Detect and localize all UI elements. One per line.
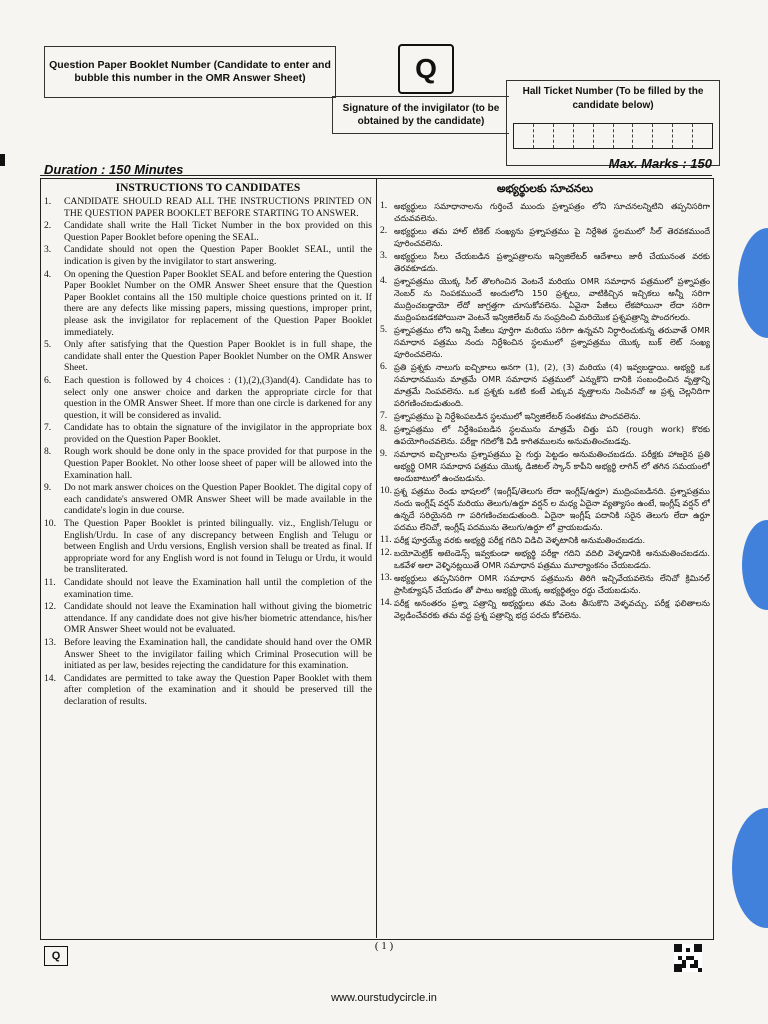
instruction-number: 14. bbox=[44, 672, 56, 684]
instruction-number: 8. bbox=[380, 423, 388, 434]
instruction-text: Candidate shall write the Hall Ticket Number in the box provided on this Question Paper Booklet before opening the SEAL. bbox=[64, 220, 372, 243]
instruction-item bbox=[380, 250, 710, 274]
ink-stain bbox=[738, 228, 768, 338]
signature-label: Signature of the invigilator (to be obtained by the candidate) bbox=[342, 103, 500, 127]
instruction-text: Only after satisfying that the Question Paper Booklet is in full shape, the candidate shall enter the Question Paper Booklet Number on the OMR Answer Sheet. bbox=[64, 339, 372, 374]
duration: Duration : 150 Minutes bbox=[44, 162, 184, 177]
website-link[interactable]: www.ourstudycircle.in bbox=[331, 992, 437, 1004]
instruction-item bbox=[44, 601, 372, 636]
booklet-number-label: Question Paper Booklet Number (Candidate to enter and bubble this number in the OMR Answer Sheet) bbox=[49, 59, 331, 84]
instruction-text: Candidate should not open the Question Paper Booklet SEAL, until the indication is given by the invigilator to start answering. bbox=[64, 244, 372, 267]
instruction-item bbox=[380, 534, 710, 546]
instruction-text: ప్రశ్నాపత్రము యొక్క సీల్ తొలగించిన వెంటనే మరియు OMR సమాధాన పత్రములో ప్రశ్నాపత్రం నెంబర్ ను నింపకముందే అందులోని 150 ప్రశ్నలు, వాటికిచ్చిన ఇచ్చికలు అన్నీ సరిగా ముద్రించబడ్డాయో లేదో జాగ్రత్తగా చూసుకోవలెను. ఏవైనా పేజీలు లేకపోయినా లేదా సరిగా ముద్రింపబడకపోయినా వెంటనే ఇన్విజిలేటర్ ను సంప్రదించి మరియొక ప్రశ్నపత్రాన్ని పొందగలరు. bbox=[394, 276, 710, 322]
instruction-number: 13. bbox=[380, 572, 392, 583]
instruction-text: On opening the Question Paper Booklet SEAL and before entering the Question Paper Booklet Number on the OMR Answer Sheet ensure that the Question Paper Booklet contains all the 150 multiple choice questions printed on it. If there are any defects like missing papers, missing questions, improper print, please ask the invigilator for replacement of the Question Paper Booklet immediately. bbox=[64, 268, 372, 338]
footer-booklet-code: Q bbox=[44, 946, 68, 966]
instruction-number: 4. bbox=[380, 275, 388, 286]
instruction-text: Do not mark answer choices on the Question Paper Booklet. The digital copy of each candidate's answered OMR Answer Sheet will be made available in the candidate's login in due course. bbox=[64, 482, 372, 517]
instructions-title-en: INSTRUCTIONS TO CANDIDATES bbox=[115, 182, 301, 194]
instruction-number: 2. bbox=[380, 225, 388, 236]
instruction-item bbox=[380, 423, 710, 447]
instruction-item bbox=[380, 361, 710, 409]
instruction-number: 9. bbox=[44, 482, 52, 494]
instruction-item bbox=[380, 572, 710, 596]
instruction-item bbox=[44, 482, 372, 517]
instruction-item bbox=[380, 485, 710, 533]
column-divider bbox=[376, 178, 377, 938]
instruction-item bbox=[44, 577, 372, 600]
ink-stain bbox=[742, 520, 768, 610]
instruction-number: 12. bbox=[380, 547, 392, 558]
instruction-text: ప్రశ్నాపత్రము లోని అన్ని పేజీలు పూర్తిగా మరియు సరిగా ఉన్నవని నిర్ధారించుకున్న తరువాతే OMR సమాధాన పత్రము నందు నిర్దేశించిన స్థలములో ప్రశ్నాపత్రము యొక్క బుక్ లెట్ సంఖ్య పూరించవలెను. bbox=[394, 325, 710, 359]
instruction-item bbox=[380, 200, 710, 224]
instruction-item bbox=[44, 446, 372, 481]
instruction-item bbox=[380, 597, 710, 621]
instruction-text: ప్రశ్న పత్రము రెండు భాషలలో (ఇంగ్లీష్/తెలుగు లేదా ఇంగ్లీష్/ఉర్దూ) ముద్రింపబడినది. ప్రశ్నాపత్రము నందు ఇంగ్లీష్ వర్షన్ మరియు తెలుగు/ఉర్దూ వర్షన్ ల మధ్య ఏదైనా వ్యత్యాసం ఉంటే, ఇంగ్లీష్ వర్షన్ లో ఉన్నదే సరియైనది గా పరిగణించబడుతుంది. ఏదైనా ఇంగ్లీష్ పదానికి సరైన తెలుగు లేదా ఉర్దూ పదము లేనిచో, ఇంగ్లీష్ పదమును తెలుగు/ఉర్దూ లో వ్రాయబడును. bbox=[394, 486, 710, 532]
instruction-text: The Question Paper Booklet is printed bilingually. viz., English/Telugu or English/Urdu. In case of any discrepancy between English and Telugu or between English and Urdu versions, English version shall be treated as final. If appropriate word for any English word is not found in Telugu or Urdu, it would be transliterated. bbox=[64, 518, 372, 576]
instruction-text: Before leaving the Examination hall, the candidate should hand over the OMR Answer Sheet to the invigilator failing which Criminal Prosecution will be initiated as per law, besides rejecting the candidature for this examination. bbox=[64, 636, 372, 672]
instruction-number: 6. bbox=[44, 374, 52, 386]
instruction-text: Candidate should not leave the Examination hall without giving the biometric attendance. If any candidate does not give his/her biometric attendance, his/her OMR Answer Sheet would not be evaluated. bbox=[64, 601, 372, 636]
instruction-text: ప్రశ్నాపత్రము లో నిర్దేశింపబడిన స్థలమును మాత్రమే చిత్తు పని (rough work) కొరకు ఉపయోగించవలెను. పరీక్షా గదిలోకి విడి కాగితములను అనుమతించబడవు. bbox=[394, 424, 710, 446]
instruction-item bbox=[380, 448, 710, 484]
booklet-code: Q bbox=[415, 53, 437, 84]
instruction-number: 3. bbox=[44, 244, 52, 256]
instruction-item bbox=[44, 244, 372, 267]
instruction-item bbox=[44, 339, 372, 374]
instruction-text: CANDIDATE SHOULD READ ALL THE INSTRUCTIONS PRINTED ON THE QUESTION PAPER BOOKLET BEFORE STARTING TO ANSWER. bbox=[64, 196, 372, 219]
instruction-text: అభ్యర్థులు తమ హాల్ టికెట్ సంఖ్యను ప్రశ్నాపత్రము పై నిర్దేశిత స్థలములో సీల్ తెరవకముందే పూరించవలెను. bbox=[394, 226, 710, 248]
instruction-number: 13. bbox=[44, 636, 56, 648]
instruction-item bbox=[380, 410, 710, 422]
instruction-item bbox=[380, 324, 710, 360]
instruction-number: 2. bbox=[44, 220, 52, 232]
instruction-item bbox=[44, 375, 372, 421]
instruction-number: 5. bbox=[380, 324, 388, 335]
header-rule bbox=[40, 175, 712, 176]
instruction-text: అభ్యర్థులు సమాధానాలను గుర్తించే ముందు ప్రశ్నాపత్రం లోని సూచనలన్నిటిని తప్పనిసరిగా చదువవలెను. bbox=[394, 201, 710, 223]
hall-ticket-label: Hall Ticket Number (To be filled by the candidate below) bbox=[522, 86, 704, 111]
instruction-number: 5. bbox=[44, 339, 52, 351]
instruction-number: 11. bbox=[380, 534, 392, 545]
hall-ticket-box bbox=[506, 80, 720, 166]
instruction-text: Candidate has to obtain the signature of the invigilator in the appropriate box provided on the Question Paper Booklet. bbox=[64, 422, 372, 445]
instruction-text: సమాధాన ఐచ్చికాలను ప్రశ్నాపత్రము పై గుర్తు పెట్టడం అనుమతించబడదు. పరీక్షకు హాజరైన ప్రతి అభ్యర్థి OMR సమాధాన పత్రము యొక్క డిజిటల్ స్కాన్ కాపీని అభ్యర్థి లాగిన్ లో తగిన సమయంలో అందుబాటులో ఉంచబడును. bbox=[394, 449, 710, 483]
booklet-code-box bbox=[398, 44, 454, 94]
instruction-item bbox=[44, 518, 372, 576]
instruction-number: 11. bbox=[44, 577, 56, 588]
instruction-number: 10. bbox=[380, 485, 392, 496]
qr-code-icon bbox=[674, 944, 702, 972]
instruction-number: 1. bbox=[44, 196, 52, 207]
instruction-text: పరీక్ష పూర్తయ్యే వరకు అభ్యర్థి పరీక్ష గదిని విడిచి వెళ్ళటానికి అనుమతించబడదు. bbox=[394, 535, 646, 545]
instruction-number: 8. bbox=[44, 446, 52, 458]
instruction-item bbox=[380, 547, 710, 571]
booklet-number-box bbox=[44, 46, 336, 98]
instruction-item bbox=[44, 196, 372, 219]
instruction-item bbox=[380, 225, 710, 249]
instruction-item bbox=[44, 422, 372, 445]
instruction-text: అభ్యర్థులు సీలు చేయబడిన ప్రశ్నాపత్రాలను ఇన్విజిలేటర్ ఆదేశాలు జారీ చేయునంత వరకు తెరవకూడదు. bbox=[394, 251, 710, 273]
instruction-number: 4. bbox=[44, 268, 52, 280]
instructions-telugu bbox=[380, 182, 710, 934]
instruction-number: 6. bbox=[380, 361, 388, 372]
page-number: ( 1 ) bbox=[374, 940, 394, 952]
instruction-text: అభ్యర్థులు తప్పనిసరిగా OMR సమాధాన పత్రమును తిరిగి ఇచ్చివేయవలెను లేనిచో క్రిమినల్ ప్రాసిక్యూషన్ చేయడం తో పాటు అభ్యర్థి యొక్క అభ్యర్థిత్వం రద్దు చేయబడును. bbox=[394, 573, 710, 595]
ink-stain bbox=[732, 808, 768, 928]
instruction-text: ప్రతి ప్రశ్నకు నాలుగు ఐచ్చికాలు అనగా (1), (2), (3) మరియు (4) ఇవ్వబడ్డాయి. అభ్యర్థి ఒక సమాధానమును మాత్రమే OMR సమాధాన పత్రములో ఎన్నుకొని దానికి సంబంధించిన వృత్తాన్ని మాత్రమే నింపవలెను. ఒక ప్రశ్నకు ఒకటి కంటే ఎక్కువ వృత్తాలను నింపినచో ఆ ప్రశ్న చెల్లనిదిగా పరిగణించబడుతుంది. bbox=[394, 362, 710, 408]
hall-ticket-cells[interactable] bbox=[513, 123, 713, 149]
instructions-list-en bbox=[44, 196, 372, 708]
instruction-item bbox=[44, 220, 372, 243]
instruction-text: Each question is followed by 4 choices : (1),(2),(3)and(4). Candidate has to select only one answer choice and darken the appropriate circle for that question in the OMR Answer Sheet. If more than one circle is darkened for any question, it will be considered as invalid. bbox=[64, 374, 372, 421]
instruction-text: Candidates are permitted to take away the Question Paper Booklet with them after completion of the examination and it should be preserved till the declaration of results. bbox=[64, 672, 372, 707]
instruction-number: 9. bbox=[380, 448, 388, 459]
instruction-number: 3. bbox=[380, 250, 388, 261]
instruction-item bbox=[44, 673, 372, 708]
instruction-number: 7. bbox=[44, 422, 52, 434]
instructions-title-te: అభ్యర్థులకు సూచనలు bbox=[496, 182, 594, 195]
instruction-text: పరీక్ష అనంతరం ప్రశ్నా పత్రాన్ని అభ్యర్థులు తమ వెంట తీసుకొని వెళ్ళవచ్చు. పరీక్ష ఫలితాలను వెల్లడించేవరకు తమ వద్ద ప్రశ్న పత్రాన్ని భద్ర పరచు కోవలెను. bbox=[394, 598, 710, 620]
instruction-text: Rough work should be done only in the space provided for that purpose in the Question Paper Booklet. No other loose sheet of paper will be allowed into the Examination hall. bbox=[64, 446, 372, 481]
instruction-text: బయోమెట్రిక్ అటెండెన్స్ ఇవ్వకుండా అభ్యర్థి పరీక్షా గదిని వదిలి వెళ్ళడానికి అనుమతించబడదు. ఒకవేళ అలా వెళ్ళినట్లయితే OMR సమాధాన పత్రము మూల్యాంకనం చేయబడదు. bbox=[394, 548, 710, 570]
instruction-number: 10. bbox=[44, 518, 56, 530]
invigilator-signature-box bbox=[332, 96, 509, 134]
instruction-text: Candidate should not leave the Examination hall until the completion of the examination time. bbox=[64, 577, 372, 600]
instruction-number: 1. bbox=[380, 200, 388, 211]
instruction-item bbox=[380, 275, 710, 323]
instruction-text: ప్రశ్నాపత్రము పై నిర్దేశింపబడిన స్థలములో ఇన్విజిలేటర్ సంతకము పొందవలెను. bbox=[394, 411, 641, 421]
instruction-number: 14. bbox=[380, 597, 392, 608]
instruction-item bbox=[44, 269, 372, 339]
instructions-english bbox=[44, 182, 372, 934]
margin-mark bbox=[0, 154, 5, 166]
instructions-list-te bbox=[380, 200, 710, 621]
max-marks: Max. Marks : 150 bbox=[608, 156, 712, 171]
instruction-item bbox=[44, 637, 372, 672]
instruction-number: 12. bbox=[44, 601, 56, 613]
instruction-number: 7. bbox=[380, 410, 388, 421]
